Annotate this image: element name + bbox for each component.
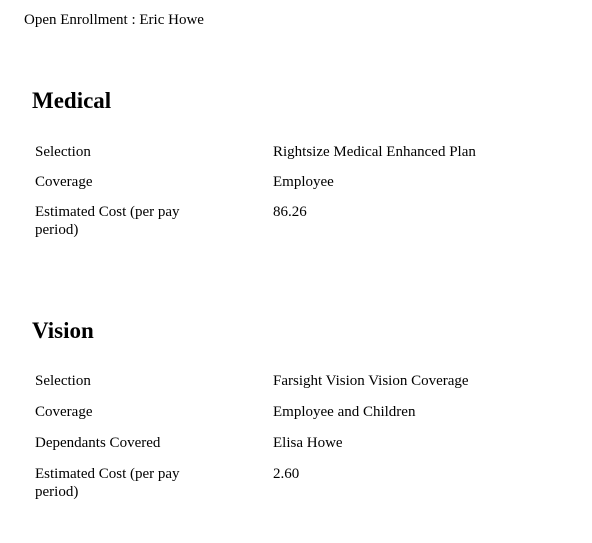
- row-value: Employee: [273, 174, 334, 190]
- vision-row-estimated-cost: [32, 465, 572, 501]
- row-label: Selection: [35, 373, 91, 389]
- medical-details: [32, 143, 572, 239]
- row-value: 2.60: [273, 466, 300, 482]
- medical-section: [32, 88, 572, 251]
- vision-section: [32, 318, 572, 514]
- page-title: Open Enrollment : Eric Howe: [24, 12, 204, 28]
- vision-details: [32, 372, 572, 501]
- row-label: Selection: [35, 144, 91, 160]
- row-value: Employee and Children: [273, 404, 416, 420]
- medical-section-title: Medical: [32, 88, 112, 113]
- vision-row-selection: [32, 372, 572, 390]
- row-label: Dependants Covered: [35, 435, 161, 451]
- vision-row-coverage: [32, 403, 572, 421]
- row-value: Rightsize Medical Enhanced Plan: [273, 144, 476, 160]
- medical-row-coverage: [32, 173, 572, 191]
- row-label: Coverage: [35, 404, 93, 420]
- row-label: Estimated Cost (per pay period): [35, 466, 180, 500]
- row-label: Estimated Cost (per pay period): [35, 204, 180, 238]
- medical-row-estimated-cost: [32, 203, 572, 239]
- row-label: Coverage: [35, 174, 93, 190]
- vision-row-dependants: [32, 434, 572, 452]
- row-value: Farsight Vision Vision Coverage: [273, 373, 469, 389]
- row-value: Elisa Howe: [273, 435, 343, 451]
- vision-section-title: Vision: [32, 318, 94, 343]
- row-value: 86.26: [273, 204, 307, 220]
- medical-row-selection: [32, 143, 572, 161]
